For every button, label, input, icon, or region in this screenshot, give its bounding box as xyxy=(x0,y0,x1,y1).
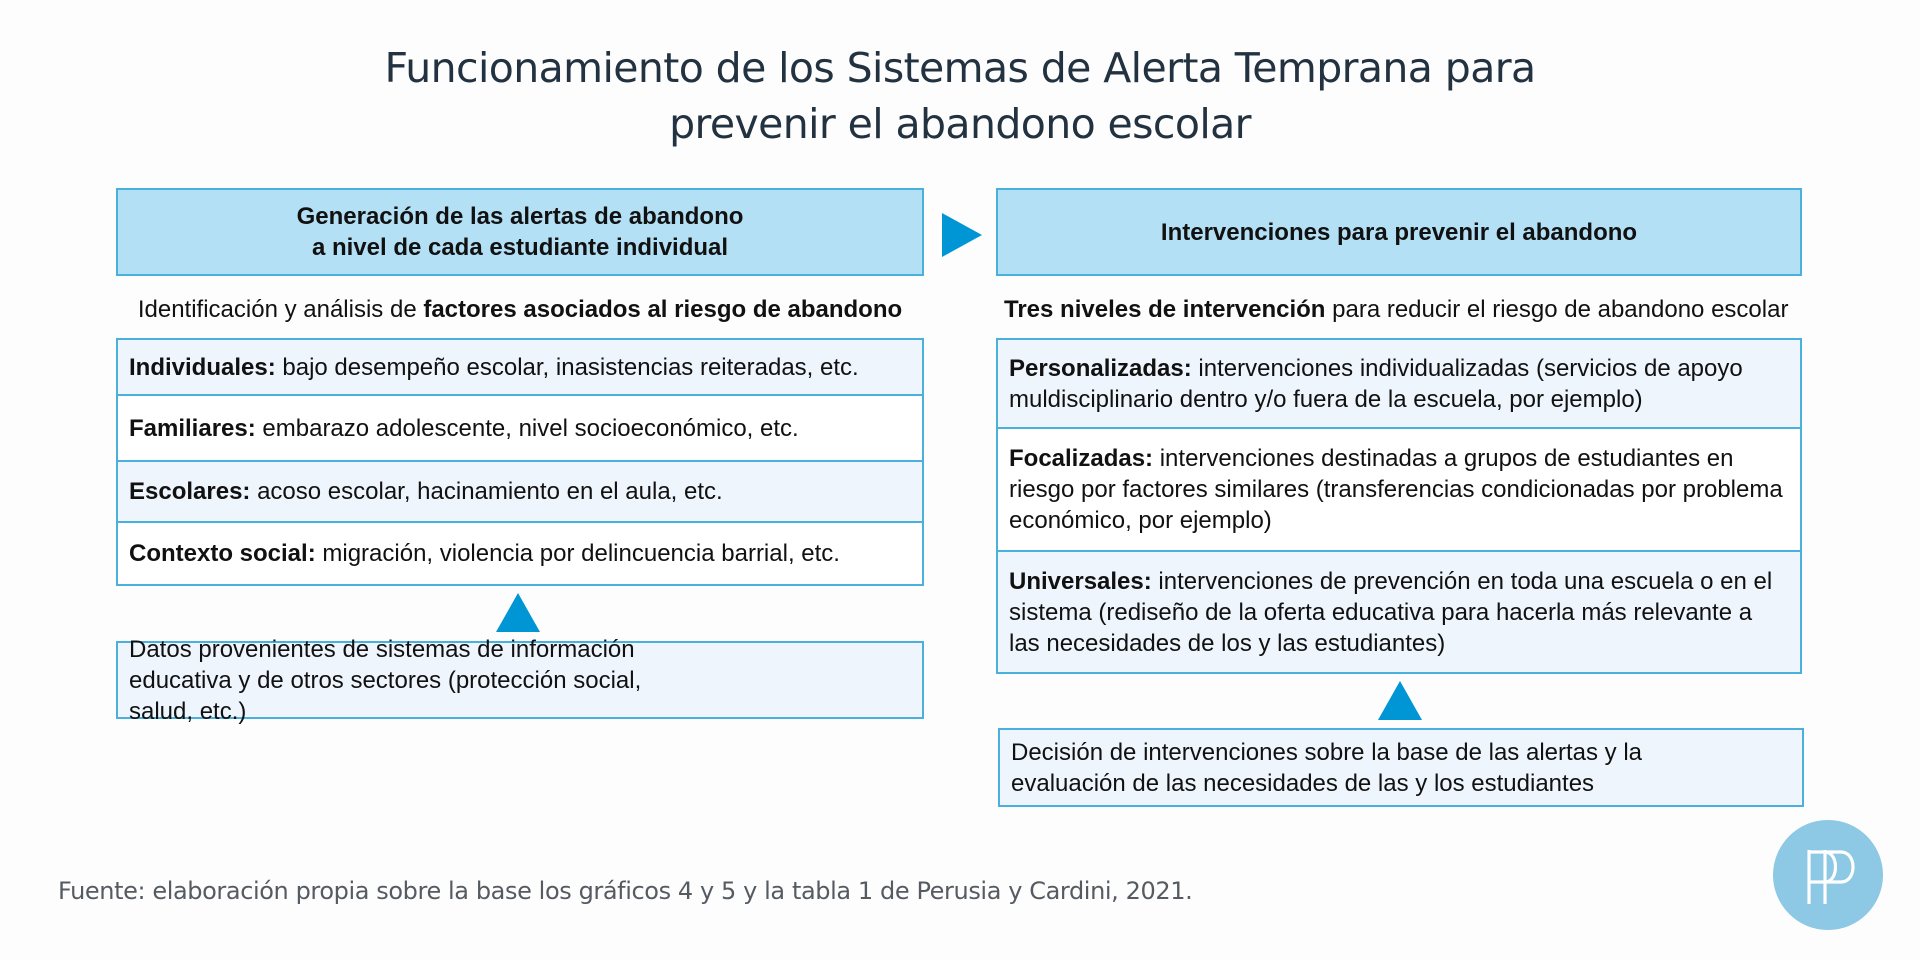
list-item-personalizadas xyxy=(998,340,1800,427)
arrow-up-icon xyxy=(1378,681,1422,720)
source-footnote: Fuente: elaboración propia sobre la base los gráficos 4 y 5 y la tabla 1 de Perusia y Cardini, 2021. xyxy=(58,877,1193,905)
level-text: intervenciones destinadas a grupos de estudiantes en riesgo por factores similares (transferencias condicionadas por problema económico, por ejemplo) xyxy=(1009,445,1783,534)
pp-monogram-icon xyxy=(1773,820,1883,930)
intervention-levels-subtitle-suffix: para reducir el riesgo de abandono escolar xyxy=(1325,296,1789,323)
list-item-focalizadas xyxy=(998,427,1800,550)
alert-generation-header-line-2: a nivel de cada estudiante individual xyxy=(311,234,729,261)
risk-factors-subtitle xyxy=(116,295,924,325)
arrow-right-icon xyxy=(942,213,982,257)
level-text: intervenciones de prevención en toda una escuela o en el sistema (rediseño de la oferta educativa para hacerla más relevante a las necesidades de los y las estudiantes) xyxy=(1009,567,1773,657)
intervention-levels-list xyxy=(996,338,1802,674)
risk-factors-subtitle-prefix: Identificación y análisis de xyxy=(137,296,424,323)
level-label: Universales: xyxy=(1009,567,1152,595)
factor-text: acoso escolar, hacinamiento en el aula, etc. xyxy=(250,478,723,505)
intervention-levels-subtitle xyxy=(996,295,1816,325)
alert-generation-header-line-1: Generación de las alertas de abandono xyxy=(296,203,744,230)
pp-logo xyxy=(1773,820,1883,930)
page-title-line-1: Funcionamiento de los Sistemas de Alerta Temprana para xyxy=(384,44,1536,92)
risk-factors-list xyxy=(116,338,924,586)
factor-text: embarazo adolescente, nivel socioeconómico, etc. xyxy=(255,414,799,442)
level-label: Focalizadas: xyxy=(1009,445,1154,472)
list-item-escolares xyxy=(118,460,922,521)
factor-label: Contexto social: xyxy=(129,540,316,567)
risk-factors-subtitle-bold: factores asociados al riesgo de abandono xyxy=(423,296,903,323)
arrow-up-icon xyxy=(496,593,540,632)
list-item-contexto-social xyxy=(118,521,922,584)
factor-label: Individuales: xyxy=(129,353,276,381)
page-title xyxy=(0,40,1920,152)
interventions-header-label: Intervenciones para prevenir el abandono xyxy=(1160,218,1638,246)
list-item-universales xyxy=(998,550,1800,672)
list-item-familiares xyxy=(118,394,922,460)
alert-generation-header xyxy=(116,188,924,276)
decision-text: Decisión de intervenciones sobre la base de las alertas y la evaluación de las necesidades de las y los estudiantes xyxy=(1011,738,1643,797)
data-source-box xyxy=(116,635,924,725)
data-source-text: Datos provenientes de sistemas de información educativa y de otros sectores (protección social, salud, etc.) xyxy=(129,635,642,725)
page-title-line-2: prevenir el abandono escolar xyxy=(669,100,1251,148)
intervention-levels-subtitle-bold: Tres niveles de intervención xyxy=(1004,296,1326,323)
list-item-individuales xyxy=(118,340,922,394)
factor-text: bajo desempeño escolar, inasistencias reiteradas, etc. xyxy=(275,353,859,381)
interventions-header xyxy=(996,188,1802,276)
level-label: Personalizadas: xyxy=(1009,354,1192,382)
level-text: intervenciones individualizadas (servicios de apoyo muldisciplinario dentro y/o fuera de la escuela, por ejemplo) xyxy=(1009,354,1743,413)
factor-label: Familiares: xyxy=(129,414,256,442)
decision-box xyxy=(998,728,1804,807)
factor-label: Escolares: xyxy=(129,478,251,505)
factor-text: migración, violencia por delincuencia barrial, etc. xyxy=(315,540,840,567)
